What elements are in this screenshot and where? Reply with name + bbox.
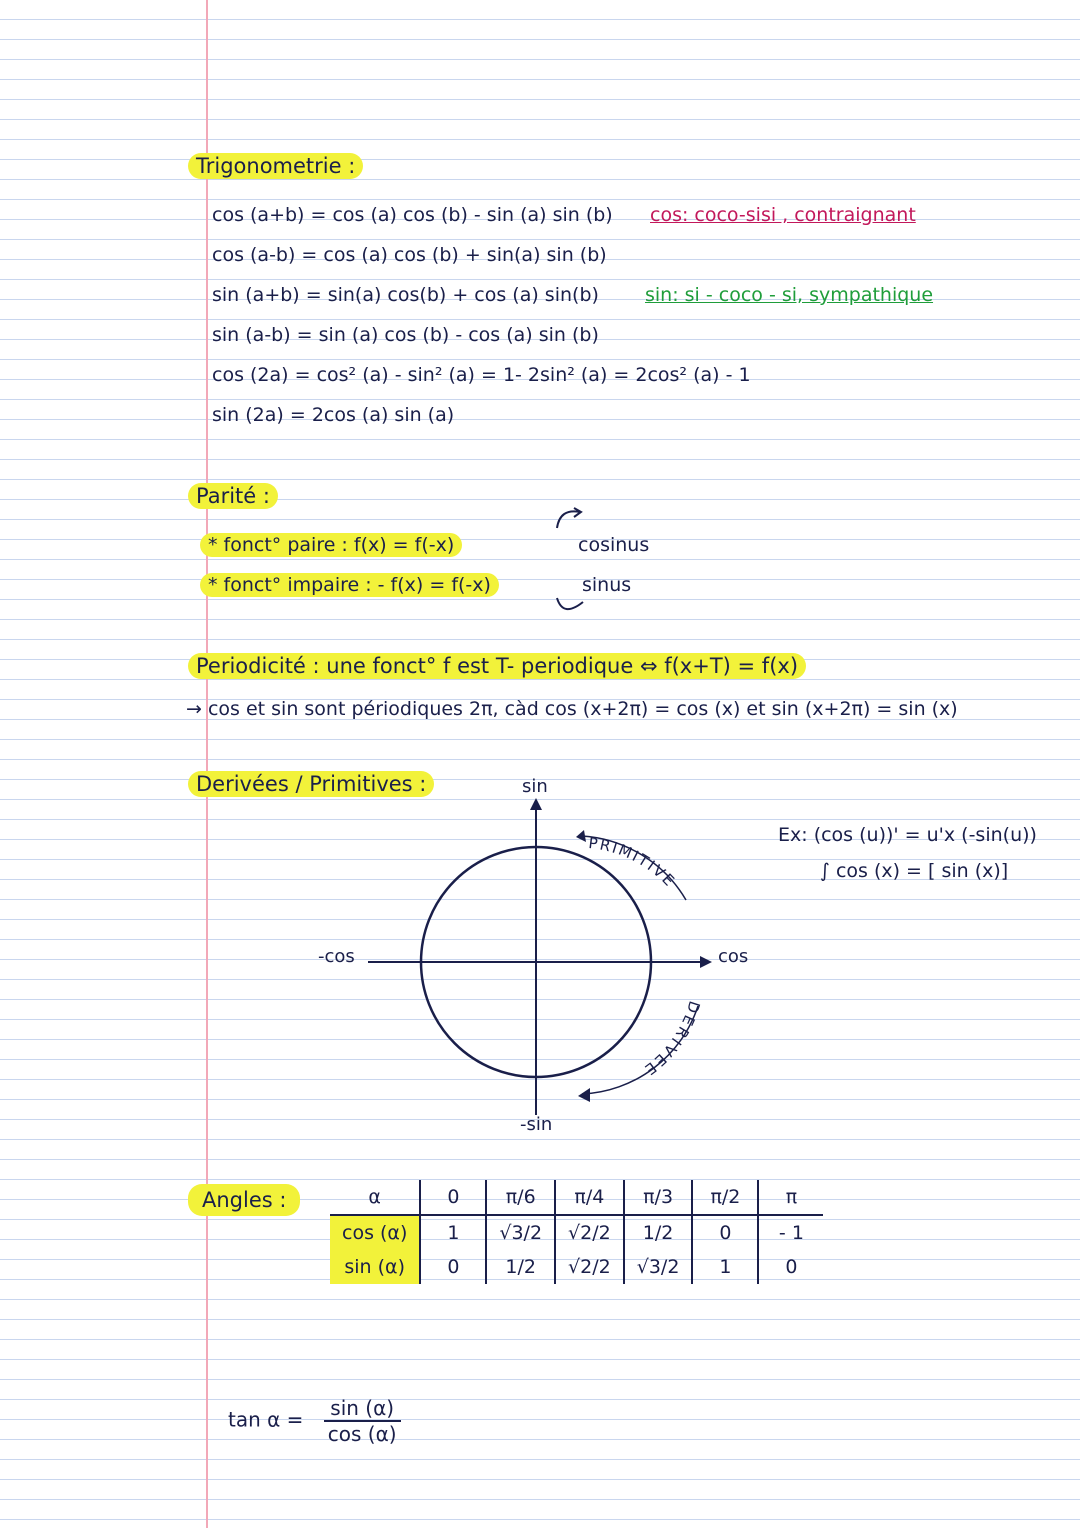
- parite-impaire-note: sinus: [582, 574, 632, 596]
- table-cell: √3/2: [624, 1250, 693, 1284]
- angles-heading: Angles :: [188, 1188, 300, 1212]
- swap-arrows-icon: [535, 500, 595, 620]
- cos-label: cos: [718, 946, 749, 967]
- table-cell: cos (α): [330, 1215, 420, 1250]
- minus-sin-label: -sin: [520, 1114, 553, 1135]
- parite-paire: * fonct° paire : f(x) = f(-x): [200, 534, 462, 556]
- table-cell: 0: [420, 1180, 486, 1215]
- parite-impaire: * fonct° impaire : - f(x) = f(-x): [200, 574, 499, 596]
- trig-heading: Trigonometrie :: [188, 154, 363, 178]
- primitive-label: PRIMITIVE: [587, 833, 680, 891]
- derivee-label: DERIVEE: [639, 998, 704, 1081]
- trig-circle-diagram: [300, 770, 760, 1150]
- periodicite-heading: Periodicité : une fonct° f est T- periodique ⇔ f(x+T) = f(x): [188, 654, 806, 678]
- derivee-arrow-icon: [578, 1088, 590, 1102]
- sin-axis-arrow-icon: [530, 798, 542, 810]
- parite-paire-note: cosinus: [578, 534, 650, 556]
- formula-cos-double: cos (2a) = cos² (a) - sin² (a) = 1- 2sin² (a) = 2cos² (a) - 1: [212, 364, 751, 386]
- formula-sin-double: sin (2a) = 2cos (a) sin (a): [212, 404, 455, 426]
- table-cell: 0: [692, 1215, 758, 1250]
- table-cell: α: [330, 1180, 420, 1215]
- table-cell: √2/2: [555, 1250, 624, 1284]
- table-cell: π/4: [555, 1180, 624, 1215]
- formula-cos-diff: cos (a-b) = cos (a) cos (b) + sin(a) sin (b): [212, 244, 607, 266]
- table-row: [330, 1250, 823, 1284]
- table-cell: sin (α): [330, 1250, 420, 1284]
- mnemonic-cos: cos: coco-sisi , contraignant: [650, 204, 916, 226]
- derivees-heading: Derivées / Primitives :: [188, 772, 434, 796]
- primitive-arrow-icon: [576, 830, 586, 842]
- table-cell: 1: [420, 1215, 486, 1250]
- table-cell: 1/2: [486, 1250, 555, 1284]
- primitive-example: ∫ cos (x) = [ sin (x)]: [820, 860, 1009, 882]
- table-cell: π/2: [692, 1180, 758, 1215]
- angles-table: [330, 1180, 823, 1284]
- tan-fraction: [324, 1396, 401, 1446]
- table-cell: √3/2: [486, 1215, 555, 1250]
- tan-denominator: cos (α): [327, 1422, 397, 1446]
- tan-formula: [228, 1396, 401, 1446]
- minus-cos-label: -cos: [318, 946, 355, 967]
- formula-sin-sum: sin (a+b) = sin(a) cos(b) + cos (a) sin(b): [212, 284, 599, 306]
- derivee-example: Ex: (cos (u))' = u'x (-sin(u)): [778, 824, 1037, 846]
- formula-sin-diff: sin (a-b) = sin (a) cos (b) - cos (a) sin (b): [212, 324, 599, 346]
- table-cell: 0: [758, 1250, 823, 1284]
- mnemonic-sin: sin: si - coco - si, sympathique: [645, 284, 934, 306]
- cos-axis-arrow-icon: [700, 956, 712, 968]
- parite-heading: Parité :: [188, 484, 278, 508]
- sin-label: sin: [522, 776, 548, 797]
- table-cell: 1: [692, 1250, 758, 1284]
- tan-label: tan α =: [228, 1407, 304, 1432]
- table-cell: 1/2: [624, 1215, 693, 1250]
- tan-numerator: sin (α): [324, 1396, 401, 1422]
- table-row: [330, 1215, 823, 1250]
- table-cell: π/6: [486, 1180, 555, 1215]
- table-cell: - 1: [758, 1215, 823, 1250]
- formula-cos-sum: cos (a+b) = cos (a) cos (b) - sin (a) sin (b): [212, 204, 613, 226]
- table-cell: π: [758, 1180, 823, 1215]
- table-cell: 0: [420, 1250, 486, 1284]
- table-row: [330, 1180, 823, 1215]
- periodicite-detail: → cos et sin sont périodiques 2π, càd cos (x+2π) = cos (x) et sin (x+2π) = sin (x): [186, 698, 958, 720]
- table-cell: π/3: [624, 1180, 693, 1215]
- table-cell: √2/2: [555, 1215, 624, 1250]
